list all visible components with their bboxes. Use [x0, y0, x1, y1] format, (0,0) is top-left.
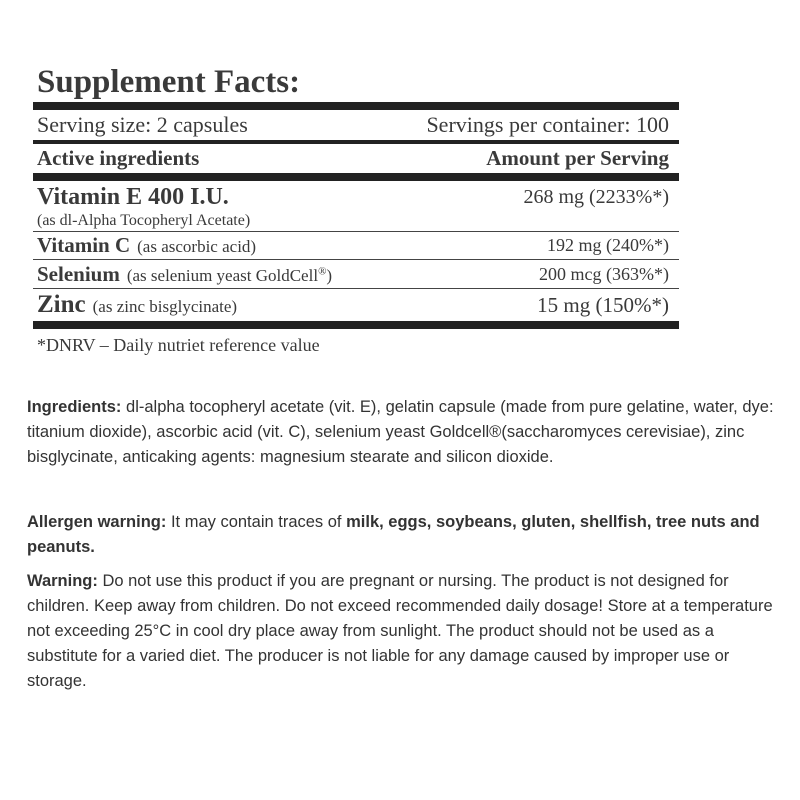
serving-row: [33, 110, 679, 140]
header-rule: [33, 173, 679, 181]
ingredient-amount: 15 mg (150%*): [537, 293, 669, 317]
ingredients-label: Ingredients:: [27, 398, 122, 416]
ingredient-row-zinc: [33, 289, 679, 321]
supplement-facts-panel: [33, 62, 679, 358]
ingredient-name: Selenium: [37, 262, 120, 286]
ingredients-paragraph: [27, 395, 787, 470]
bottom-rule: [33, 321, 679, 329]
ingredient-source: (as ascorbic acid): [137, 237, 257, 256]
ingredient-name: Vitamin C: [37, 233, 131, 257]
allergen-text: It may contain traces of: [166, 513, 347, 531]
ingredient-amount: 200 mcg (363%*): [539, 264, 669, 284]
ingredient-name: Zinc: [37, 291, 86, 318]
serving-size: Serving size: 2 capsules: [37, 112, 248, 137]
ingredient-amount: 192 mg (240%*): [547, 235, 669, 255]
warning-label: Warning:: [27, 572, 98, 590]
ingredient-row-vitamin-e: [33, 181, 679, 231]
allergen-warning-paragraph: [27, 510, 787, 560]
ingredients-text: dl-alpha tocopheryl acetate (vit. E), gelatin capsule (made from pure gelatine, water, dye: titanium dioxide), ascorbic acid (vit. C), selenium yeast Goldcell®(saccharomyces cerevisiae), zinc bisglycinate, anticaking agents: magnesium stearate and silicon dioxide.: [27, 398, 774, 466]
ingredient-source: (as zinc bisglycinate): [92, 297, 238, 316]
warning-text: Do not use this product if you are pregnant or nursing. The product is not designed for children. Keep away from children. Do not exceed recommended daily dosage! Store at a temperature not exceeding 25°C in cool dry place away from sunlight. The product should not be used as a substitute for a varied diet. The producer is not liable for any damage caused by improper use or storage.: [27, 572, 773, 690]
column-active-ingredients: Active ingredients: [37, 146, 200, 170]
registered-mark: ®: [318, 265, 327, 278]
allergen-list: milk, eggs, soybeans, gluten, shellfish, tree nuts and peanuts.: [27, 513, 760, 556]
facts-title: Supplement Facts:: [37, 64, 301, 100]
ingredient-amount: 268 mg (2233%*): [523, 186, 669, 208]
ingredient-source: (as dl-Alpha Tocopheryl Acetate): [37, 212, 251, 229]
ingredient-source: [127, 266, 332, 286]
title-rule: [33, 102, 679, 110]
column-amount-per-serving: Amount per Serving: [486, 146, 669, 170]
ingredient-row-selenium: [33, 260, 679, 288]
ingredient-source-end: ): [326, 266, 333, 285]
column-header-row: [33, 144, 679, 173]
ingredient-source-text: (as selenium yeast GoldCell: [126, 266, 319, 285]
warning-paragraph: [27, 569, 787, 694]
dnrv-footnote: *DNRV – Daily nutriet reference value: [37, 335, 320, 355]
ingredient-name: Vitamin E 400 I.U.: [37, 184, 229, 210]
allergen-label: Allergen warning:: [27, 513, 167, 531]
servings-per-container: Servings per container: 100: [426, 112, 669, 137]
ingredient-row-vitamin-c: [33, 232, 679, 259]
